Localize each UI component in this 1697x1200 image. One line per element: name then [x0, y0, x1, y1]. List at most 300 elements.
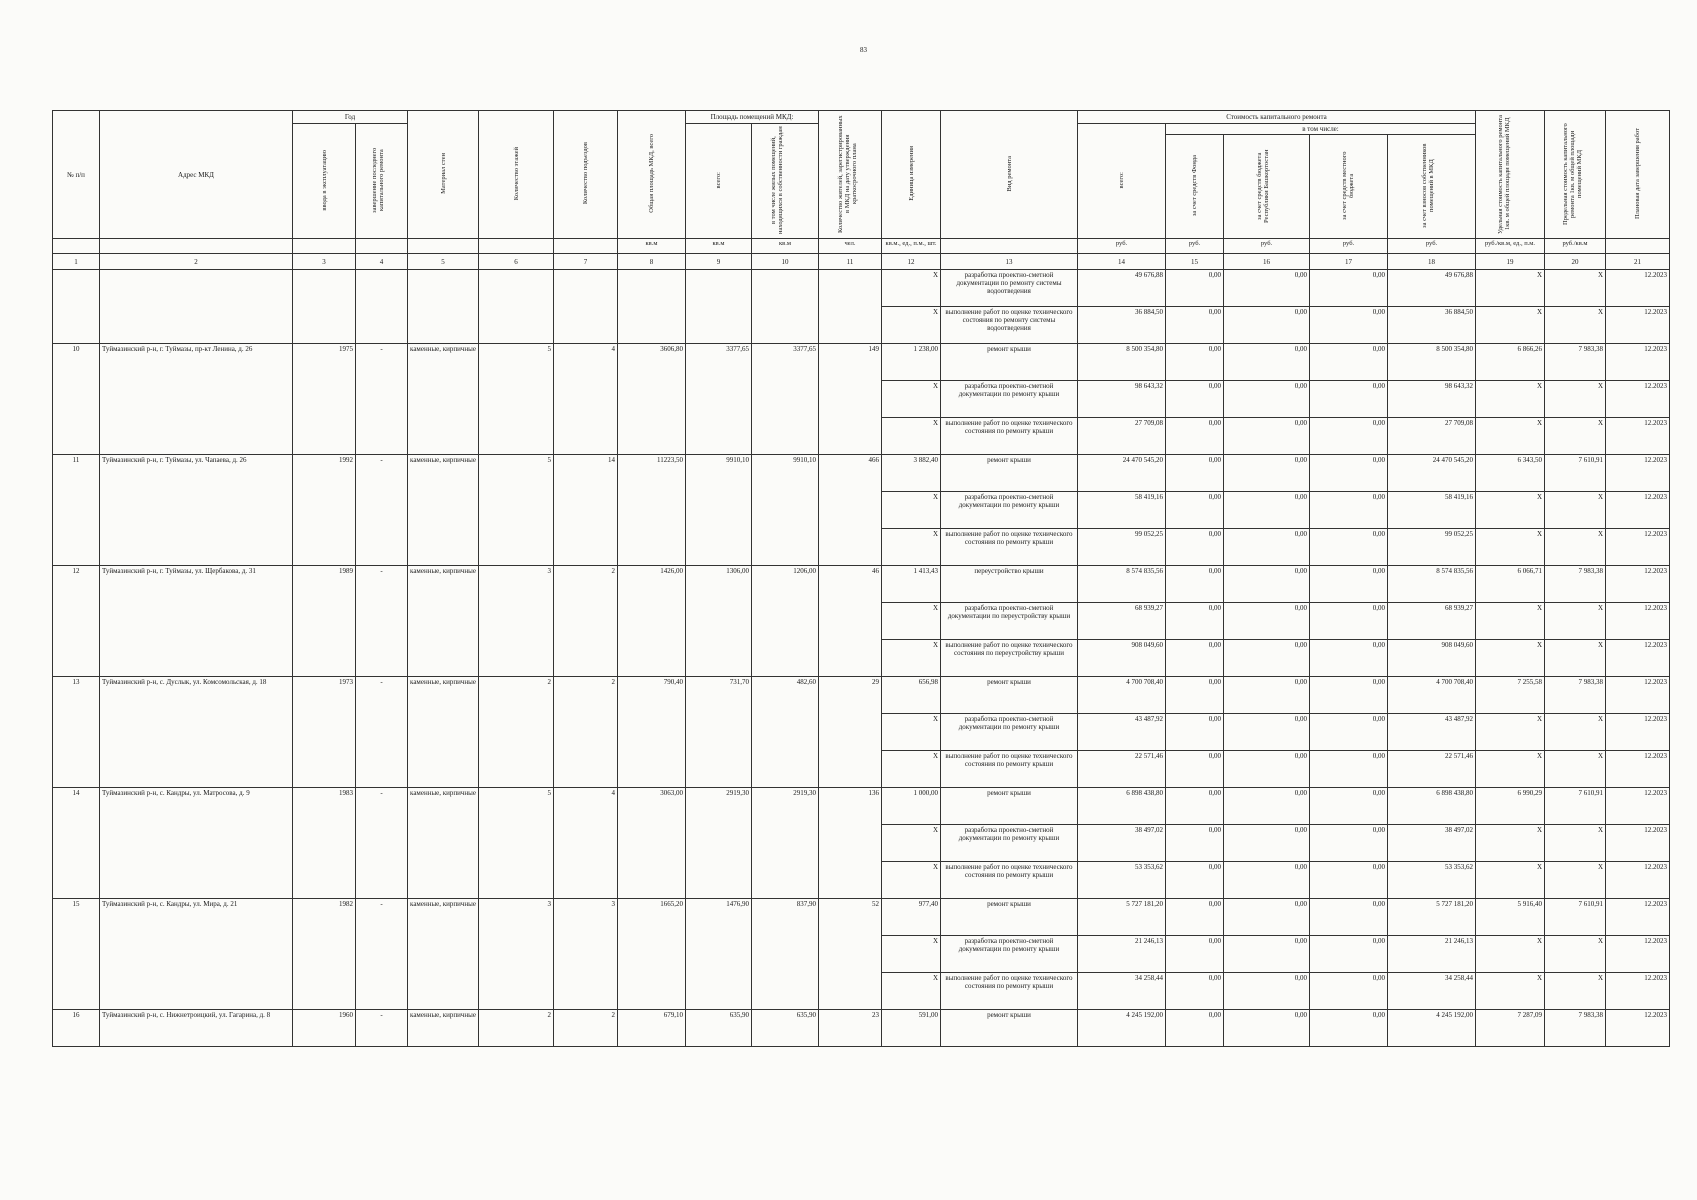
fund-cell: 0,00: [1166, 1010, 1224, 1047]
header-number: № п/п: [53, 111, 100, 239]
cost-total-cell: 58 419,16: [1078, 492, 1166, 529]
work-type-cell: разработка проектно-сметной документации по ремонту системы водоотведения: [941, 270, 1078, 307]
unit-cell: 591,00: [882, 1010, 941, 1047]
row-number-cell: 13: [53, 677, 100, 788]
limit-cost-cell: X: [1545, 936, 1606, 973]
owners-cell: 4 700 708,40: [1388, 677, 1476, 714]
row-number-cell: 11: [53, 455, 100, 566]
total-area-cell: 3063,00: [618, 788, 686, 899]
header-cost-total: всего:: [1078, 124, 1166, 239]
capital-repair-table: [52, 110, 1670, 1047]
specific-cost-cell: X: [1476, 825, 1545, 862]
plan-date-cell: 12.2023: [1606, 307, 1670, 344]
work-type-cell: выполнение работ по оценке технического состояния по ремонту системы водоотведения: [941, 307, 1078, 344]
limit-cost-cell: X: [1545, 381, 1606, 418]
cost-total-cell: 22 571,46: [1078, 751, 1166, 788]
republic-budget-cell: 0,00: [1224, 344, 1310, 381]
header-limit-cost: Предельная стоимость капитального ремонта 1кв. м общей площади помещений МКД: [1545, 111, 1606, 239]
republic-budget-cell: 0,00: [1224, 492, 1310, 529]
plan-date-cell: 12.2023: [1606, 455, 1670, 492]
local-budget-cell: 0,00: [1310, 529, 1388, 566]
specific-cost-cell: X: [1476, 381, 1545, 418]
local-budget-cell: 0,00: [1310, 603, 1388, 640]
header-plan-date: Плановая дата завершения работ: [1606, 111, 1670, 239]
limit-cost-cell: X: [1545, 825, 1606, 862]
cost-total-cell: 4 700 708,40: [1078, 677, 1166, 714]
year-built-cell: 1989: [293, 566, 356, 677]
owners-cell: 38 497,02: [1388, 825, 1476, 862]
local-budget-cell: 0,00: [1310, 751, 1388, 788]
area-living-cell: 2919,30: [752, 788, 819, 899]
local-budget-cell: 0,00: [1310, 492, 1388, 529]
republic-budget-cell: 0,00: [1224, 714, 1310, 751]
cost-total-cell: 53 353,62: [1078, 862, 1166, 899]
wall-material-cell: каменные, кирпичные: [408, 788, 479, 899]
plan-date-cell: 12.2023: [1606, 862, 1670, 899]
plan-date-cell: 12.2023: [1606, 270, 1670, 307]
republic-budget-cell: 0,00: [1224, 270, 1310, 307]
cost-total-cell: 8 574 835,56: [1078, 566, 1166, 603]
table-header: [53, 111, 1670, 270]
work-type-cell: выполнение работ по оценке технического состояния по ремонту крыши: [941, 862, 1078, 899]
residents-cell: 23: [819, 1010, 882, 1047]
limit-cost-cell: X: [1545, 307, 1606, 344]
cost-total-cell: 99 052,25: [1078, 529, 1166, 566]
floors-cell: 5: [479, 344, 554, 455]
cost-total-cell: 4 245 192,00: [1078, 1010, 1166, 1047]
plan-date-cell: 12.2023: [1606, 603, 1670, 640]
plan-date-cell: 12.2023: [1606, 1010, 1670, 1047]
row-number-cell: 10: [53, 344, 100, 455]
entrances-cell: 2: [554, 1010, 618, 1047]
entrances-cell: 3: [554, 899, 618, 1010]
header-last-repair: завершение последнего капитального ремонта: [356, 124, 408, 239]
plan-date-cell: 12.2023: [1606, 936, 1670, 973]
area-all-cell: 9910,10: [686, 455, 752, 566]
cost-total-cell: 38 497,02: [1078, 825, 1166, 862]
plan-date-cell: 12.2023: [1606, 418, 1670, 455]
work-type-cell: разработка проектно-сметной документации по ремонту крыши: [941, 492, 1078, 529]
specific-cost-cell: 6 990,29: [1476, 788, 1545, 825]
fund-cell: 0,00: [1166, 492, 1224, 529]
wall-material-cell: каменные, кирпичные: [408, 455, 479, 566]
republic-budget-cell: 0,00: [1224, 529, 1310, 566]
local-budget-cell: 0,00: [1310, 936, 1388, 973]
plan-date-cell: 12.2023: [1606, 825, 1670, 862]
work-type-cell: ремонт крыши: [941, 455, 1078, 492]
unit-cell: X: [882, 603, 941, 640]
last-repair-cell: -: [356, 899, 408, 1010]
unit-cell: X: [882, 751, 941, 788]
owners-cell: 24 470 545,20: [1388, 455, 1476, 492]
fund-cell: 0,00: [1166, 862, 1224, 899]
floors-cell: 2: [479, 1010, 554, 1047]
wall-material-cell: каменные, кирпичные: [408, 566, 479, 677]
row-number-cell: 14: [53, 788, 100, 899]
unit-cell: X: [882, 973, 941, 1010]
local-budget-cell: 0,00: [1310, 381, 1388, 418]
header-wall-material: Материал стен: [408, 111, 479, 239]
specific-cost-cell: X: [1476, 418, 1545, 455]
specific-cost-cell: 7 287,09: [1476, 1010, 1545, 1047]
unit-cell: 1 000,00: [882, 788, 941, 825]
cost-total-cell: 6 898 438,80: [1078, 788, 1166, 825]
area-living-cell: 482,60: [752, 677, 819, 788]
limit-cost-cell: 7 610,91: [1545, 788, 1606, 825]
republic-budget-cell: 0,00: [1224, 788, 1310, 825]
residents-cell: 136: [819, 788, 882, 899]
area-living-cell: 635,90: [752, 1010, 819, 1047]
work-type-cell: выполнение работ по оценке технического состояния по ремонту крыши: [941, 529, 1078, 566]
total-area-cell: 1665,20: [618, 899, 686, 1010]
column-numbers-row: 1 2 3 4 5 6 7 8 9 10 11 12 13 14 15 16 17 18 19 20 21: [53, 254, 1670, 270]
owners-cell: 98 643,32: [1388, 381, 1476, 418]
floors-cell: 2: [479, 677, 554, 788]
entrances-cell: 14: [554, 455, 618, 566]
unit-cell: X: [882, 862, 941, 899]
address-cell: Туймазинский р-н, г. Туймазы, ул. Щербакова, д. 31: [100, 566, 293, 677]
header-unit: Единица измерения: [882, 111, 941, 239]
unit-cell: 656,98: [882, 677, 941, 714]
header-area-group: Площадь помещений МКД:: [686, 111, 819, 124]
limit-cost-cell: X: [1545, 973, 1606, 1010]
local-budget-cell: 0,00: [1310, 566, 1388, 603]
work-type-cell: ремонт крыши: [941, 1010, 1078, 1047]
header-residents: Количество жителей, зарегистрированных в МКД на дату утверждения краткосрочного плана: [819, 111, 882, 239]
plan-date-cell: 12.2023: [1606, 640, 1670, 677]
fund-cell: 0,00: [1166, 973, 1224, 1010]
header-republic-budget: за счет средств бюджета Республики Башкортостан: [1224, 135, 1310, 239]
plan-date-cell: 12.2023: [1606, 677, 1670, 714]
limit-cost-cell: 7 983,38: [1545, 566, 1606, 603]
republic-budget-cell: 0,00: [1224, 825, 1310, 862]
unit-cell: X: [882, 825, 941, 862]
plan-date-cell: 12.2023: [1606, 751, 1670, 788]
table-row: [53, 455, 1670, 492]
last-repair-cell: -: [356, 1010, 408, 1047]
header-cost-group: Стоимость капитального ремонта: [1078, 111, 1476, 124]
row-number-cell: 16: [53, 1010, 100, 1047]
residents-cell: 46: [819, 566, 882, 677]
owners-cell: 6 898 438,80: [1388, 788, 1476, 825]
page-number: 83: [860, 46, 867, 54]
total-area-cell: 679,10: [618, 1010, 686, 1047]
header-entrances: Количество подъездов: [554, 111, 618, 239]
limit-cost-cell: X: [1545, 418, 1606, 455]
fund-cell: 0,00: [1166, 936, 1224, 973]
work-type-cell: ремонт крыши: [941, 788, 1078, 825]
wall-material-cell: каменные, кирпичные: [408, 899, 479, 1010]
cost-total-cell: 5 727 181,20: [1078, 899, 1166, 936]
total-area-cell: 3606,80: [618, 344, 686, 455]
fund-cell: 0,00: [1166, 788, 1224, 825]
owners-cell: 49 676,88: [1388, 270, 1476, 307]
plan-date-cell: 12.2023: [1606, 492, 1670, 529]
local-budget-cell: 0,00: [1310, 418, 1388, 455]
header-fund: за счет средств Фонда: [1166, 135, 1224, 239]
area-living-cell: 3377,65: [752, 344, 819, 455]
plan-date-cell: 12.2023: [1606, 381, 1670, 418]
table-row: [53, 1010, 1670, 1047]
cost-total-cell: 98 643,32: [1078, 381, 1166, 418]
local-budget-cell: 0,00: [1310, 455, 1388, 492]
year-built-cell: 1960: [293, 1010, 356, 1047]
specific-cost-cell: X: [1476, 751, 1545, 788]
total-area-cell: 11223,50: [618, 455, 686, 566]
owners-cell: 21 246,13: [1388, 936, 1476, 973]
year-built-cell: 1992: [293, 455, 356, 566]
unit-cell: X: [882, 492, 941, 529]
fund-cell: 0,00: [1166, 344, 1224, 381]
header-specific-cost: Удельная стоимость капитального ремонта 1кв. м общей площади помещений МКД: [1476, 111, 1545, 239]
floors-cell: 5: [479, 788, 554, 899]
local-budget-cell: 0,00: [1310, 973, 1388, 1010]
local-budget-cell: 0,00: [1310, 788, 1388, 825]
work-type-cell: выполнение работ по оценке технического состояния по ремонту крыши: [941, 973, 1078, 1010]
limit-cost-cell: X: [1545, 862, 1606, 899]
last-repair-cell: -: [356, 344, 408, 455]
unit-cell: 1 413,43: [882, 566, 941, 603]
plan-date-cell: 12.2023: [1606, 344, 1670, 381]
entrances-cell: 4: [554, 344, 618, 455]
header-area-living: в том числе жилых помещений, находящихся в собственности граждан: [752, 124, 819, 239]
cost-total-cell: 68 939,27: [1078, 603, 1166, 640]
cost-total-cell: 43 487,92: [1078, 714, 1166, 751]
year-built-cell: 1982: [293, 899, 356, 1010]
local-budget-cell: 0,00: [1310, 344, 1388, 381]
owners-cell: 22 571,46: [1388, 751, 1476, 788]
header-area-all: всего:: [686, 124, 752, 239]
header-address: Адрес МКД: [100, 111, 293, 239]
specific-cost-cell: X: [1476, 936, 1545, 973]
last-repair-cell: -: [356, 455, 408, 566]
republic-budget-cell: 0,00: [1224, 603, 1310, 640]
local-budget-cell: 0,00: [1310, 714, 1388, 751]
fund-cell: 0,00: [1166, 751, 1224, 788]
cost-total-cell: 49 676,88: [1078, 270, 1166, 307]
area-living-cell: 9910,10: [752, 455, 819, 566]
owners-cell: 8 574 835,56: [1388, 566, 1476, 603]
limit-cost-cell: 7 610,91: [1545, 455, 1606, 492]
work-type-cell: разработка проектно-сметной документации по ремонту крыши: [941, 936, 1078, 973]
work-type-cell: разработка проектно-сметной документации по переустройству крыши: [941, 603, 1078, 640]
limit-cost-cell: X: [1545, 270, 1606, 307]
plan-date-cell: 12.2023: [1606, 529, 1670, 566]
republic-budget-cell: 0,00: [1224, 307, 1310, 344]
header-total-area: Общая площадь МКД, всего: [618, 111, 686, 239]
work-type-cell: разработка проектно-сметной документации по ремонту крыши: [941, 381, 1078, 418]
residents-cell: 466: [819, 455, 882, 566]
cost-total-cell: 27 709,08: [1078, 418, 1166, 455]
specific-cost-cell: X: [1476, 973, 1545, 1010]
unit-cell: 1 238,00: [882, 344, 941, 381]
table-row: [53, 899, 1670, 936]
republic-budget-cell: 0,00: [1224, 640, 1310, 677]
cost-total-cell: 36 884,50: [1078, 307, 1166, 344]
republic-budget-cell: 0,00: [1224, 566, 1310, 603]
limit-cost-cell: 7 983,38: [1545, 1010, 1606, 1047]
local-budget-cell: 0,00: [1310, 899, 1388, 936]
area-all-cell: 1306,00: [686, 566, 752, 677]
area-all-cell: 3377,65: [686, 344, 752, 455]
work-type-cell: ремонт крыши: [941, 899, 1078, 936]
entrances-cell: 4: [554, 788, 618, 899]
year-built-cell: 1983: [293, 788, 356, 899]
work-type-cell: ремонт крыши: [941, 677, 1078, 714]
owners-cell: 5 727 181,20: [1388, 899, 1476, 936]
specific-cost-cell: 5 916,40: [1476, 899, 1545, 936]
fund-cell: 0,00: [1166, 677, 1224, 714]
floors-cell: 3: [479, 899, 554, 1010]
area-all-cell: 731,70: [686, 677, 752, 788]
row-number-cell: 15: [53, 899, 100, 1010]
specific-cost-cell: X: [1476, 270, 1545, 307]
owners-cell: 908 049,60: [1388, 640, 1476, 677]
plan-date-cell: 12.2023: [1606, 788, 1670, 825]
total-area-cell: 1426,00: [618, 566, 686, 677]
table-row: [53, 344, 1670, 381]
entrances-cell: 2: [554, 677, 618, 788]
unit-cell: X: [882, 529, 941, 566]
limit-cost-cell: X: [1545, 714, 1606, 751]
limit-cost-cell: 7 983,38: [1545, 677, 1606, 714]
limit-cost-cell: X: [1545, 529, 1606, 566]
owners-cell: 8 500 354,80: [1388, 344, 1476, 381]
header-including: в том числе:: [1166, 124, 1476, 135]
table-row: [53, 270, 1670, 307]
fund-cell: 0,00: [1166, 455, 1224, 492]
area-living-cell: 1206,00: [752, 566, 819, 677]
limit-cost-cell: X: [1545, 603, 1606, 640]
residents-cell: 29: [819, 677, 882, 788]
republic-budget-cell: 0,00: [1224, 751, 1310, 788]
specific-cost-cell: 6 066,71: [1476, 566, 1545, 603]
local-budget-cell: 0,00: [1310, 307, 1388, 344]
work-type-cell: разработка проектно-сметной документации по ремонту крыши: [941, 825, 1078, 862]
table-row: [53, 788, 1670, 825]
area-living-cell: 837,90: [752, 899, 819, 1010]
header-year-group: Год: [293, 111, 408, 124]
limit-cost-cell: X: [1545, 492, 1606, 529]
cost-total-cell: 8 500 354,80: [1078, 344, 1166, 381]
area-all-cell: 1476,90: [686, 899, 752, 1010]
entrances-cell: 2: [554, 566, 618, 677]
units-row: кв.м кв.м кв.м чел. кв.м., ед., п.м., шт. руб. руб. руб. руб. руб. руб./кв.м, ед., п.м. руб./кв.м: [53, 239, 1670, 254]
limit-cost-cell: 7 983,38: [1545, 344, 1606, 381]
republic-budget-cell: 0,00: [1224, 899, 1310, 936]
owners-cell: 53 353,62: [1388, 862, 1476, 899]
address-cell: Туймазинский р-н, с. Нижнетроицкий, ул. Гагарина, д. 8: [100, 1010, 293, 1047]
total-area-cell: 790,40: [618, 677, 686, 788]
owners-cell: 36 884,50: [1388, 307, 1476, 344]
unit-cell: X: [882, 714, 941, 751]
year-built-cell: 1975: [293, 344, 356, 455]
work-type-cell: переустройство крыши: [941, 566, 1078, 603]
local-budget-cell: 0,00: [1310, 270, 1388, 307]
header-floors: Количество этажей: [479, 111, 554, 239]
plan-date-cell: 12.2023: [1606, 566, 1670, 603]
wall-material-cell: каменные, кирпичные: [408, 1010, 479, 1047]
header-year-built: ввода в эксплуатацию: [293, 124, 356, 239]
residents-cell: 149: [819, 344, 882, 455]
cost-total-cell: 34 258,44: [1078, 973, 1166, 1010]
fund-cell: 0,00: [1166, 418, 1224, 455]
republic-budget-cell: 0,00: [1224, 418, 1310, 455]
specific-cost-cell: X: [1476, 640, 1545, 677]
limit-cost-cell: 7 610,91: [1545, 899, 1606, 936]
republic-budget-cell: 0,00: [1224, 862, 1310, 899]
last-repair-cell: -: [356, 788, 408, 899]
address-cell: Туймазинский р-н, с. Кандры, ул. Матросова, д. 9: [100, 788, 293, 899]
area-all-cell: 635,90: [686, 1010, 752, 1047]
fund-cell: 0,00: [1166, 381, 1224, 418]
work-type-cell: выполнение работ по оценке технического состояния по ремонту крыши: [941, 751, 1078, 788]
republic-budget-cell: 0,00: [1224, 1010, 1310, 1047]
specific-cost-cell: 7 255,58: [1476, 677, 1545, 714]
last-repair-cell: -: [356, 677, 408, 788]
republic-budget-cell: 0,00: [1224, 936, 1310, 973]
limit-cost-cell: X: [1545, 751, 1606, 788]
work-type-cell: разработка проектно-сметной документации по ремонту крыши: [941, 714, 1078, 751]
republic-budget-cell: 0,00: [1224, 677, 1310, 714]
republic-budget-cell: 0,00: [1224, 381, 1310, 418]
unit-cell: 977,40: [882, 899, 941, 936]
specific-cost-cell: 6 343,50: [1476, 455, 1545, 492]
specific-cost-cell: X: [1476, 603, 1545, 640]
republic-budget-cell: 0,00: [1224, 973, 1310, 1010]
fund-cell: 0,00: [1166, 566, 1224, 603]
limit-cost-cell: X: [1545, 640, 1606, 677]
local-budget-cell: 0,00: [1310, 825, 1388, 862]
table-row: [53, 677, 1670, 714]
fund-cell: 0,00: [1166, 640, 1224, 677]
header-local-budget: за счет средств местного бюджета: [1310, 135, 1388, 239]
address-cell: Туймазинский р-н, с. Кандры, ул. Мира, д. 21: [100, 899, 293, 1010]
floors-cell: 5: [479, 455, 554, 566]
local-budget-cell: 0,00: [1310, 1010, 1388, 1047]
specific-cost-cell: 6 866,26: [1476, 344, 1545, 381]
table-body: [53, 270, 1670, 1047]
specific-cost-cell: X: [1476, 529, 1545, 566]
local-budget-cell: 0,00: [1310, 862, 1388, 899]
owners-cell: 4 245 192,00: [1388, 1010, 1476, 1047]
header-work-type: Вид ремонта: [941, 111, 1078, 239]
plan-date-cell: 12.2023: [1606, 899, 1670, 936]
local-budget-cell: 0,00: [1310, 640, 1388, 677]
owners-cell: 43 487,92: [1388, 714, 1476, 751]
fund-cell: 0,00: [1166, 307, 1224, 344]
address-cell: Туймазинский р-н, с. Дуслык, ул. Комсомольская, д. 18: [100, 677, 293, 788]
cost-total-cell: 908 049,60: [1078, 640, 1166, 677]
specific-cost-cell: X: [1476, 714, 1545, 751]
fund-cell: 0,00: [1166, 899, 1224, 936]
wall-material-cell: каменные, кирпичные: [408, 677, 479, 788]
unit-cell: X: [882, 270, 941, 307]
unit-cell: X: [882, 640, 941, 677]
unit-cell: X: [882, 381, 941, 418]
unit-cell: X: [882, 936, 941, 973]
specific-cost-cell: X: [1476, 862, 1545, 899]
work-type-cell: выполнение работ по оценке технического состояния по ремонту крыши: [941, 418, 1078, 455]
specific-cost-cell: X: [1476, 492, 1545, 529]
fund-cell: 0,00: [1166, 529, 1224, 566]
owners-cell: 99 052,25: [1388, 529, 1476, 566]
row-number-cell: 12: [53, 566, 100, 677]
unit-cell: X: [882, 418, 941, 455]
republic-budget-cell: 0,00: [1224, 455, 1310, 492]
unit-cell: X: [882, 307, 941, 344]
owners-cell: 34 258,44: [1388, 973, 1476, 1010]
